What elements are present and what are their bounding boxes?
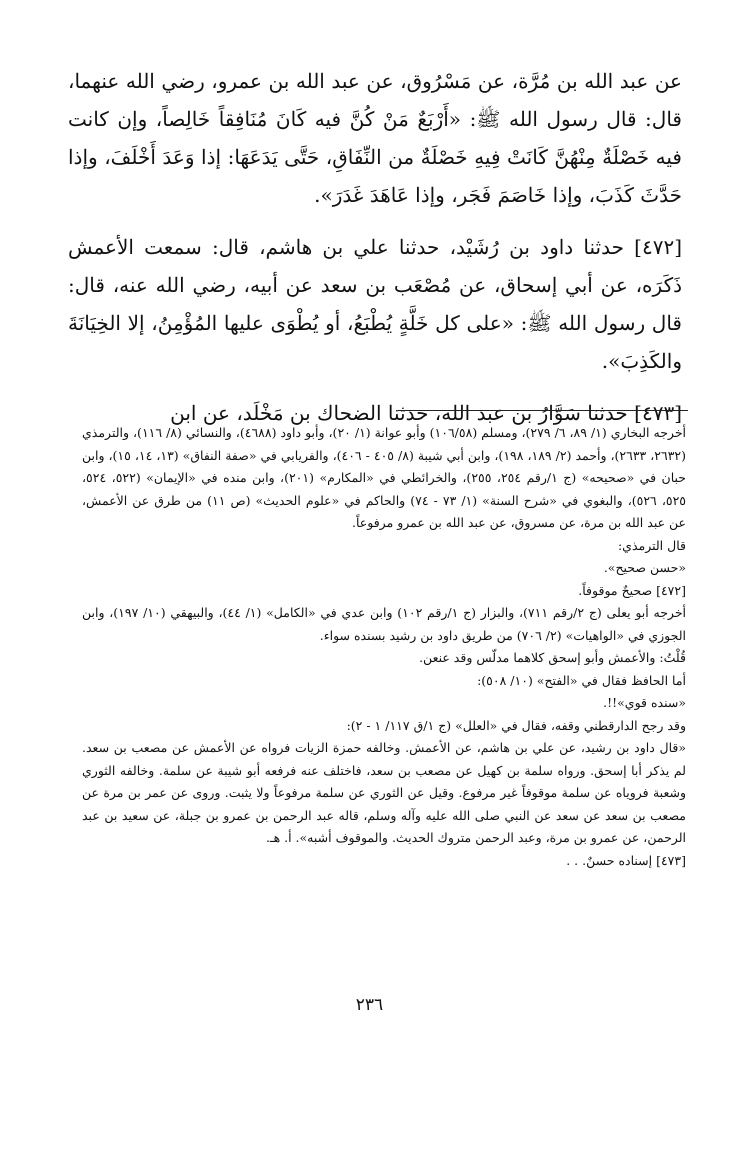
footnote-line: قال الترمذي: [617,537,686,553]
footnote-line: «سنده قوي»!!. [603,695,686,710]
hadith-paragraph-472: [٤٧٢] حدثنا داود بن رُشَيْد، حدثنا علي بن هاشم، قال: سمعت الأعمش ذَكَرَه، عن أبي إسحاق، عن مُصْعَب بن سعد عن أبيه، رضي الله عنه، قال: قال رسول الله ﷺ: «على كل خَلَّةٍ يُطْبَعُ، أو يُطْوَى عليها المُؤْمِنُ، إلا الخِيَانَةَ والكَذِبَ». [68,235,682,373]
footnote-line: أما الحافظ فقال في «الفتح» (١٠/ ٥٠٨): [477,672,686,688]
footnote-line: وقد رجح الدارقطني وقفه، فقال في «العلل» (ج ١/ق ١١٧/ ١ - ٢): [346,717,686,733]
footnotes [82,422,686,872]
footnote-line: [٤٧٢] صحيحٌ موقوفاً. [578,582,686,598]
footnote-line: أخرجه البخاري (١/ ٨٩، ٦/ ٢٧٩)، ومسلم (١٠٦/٥٨) وأبو عوانة (١/ ٢٠)، وأبو داود (٤٦٨٨)، والنسائي (٨/ ١١٦)، والترمذي (٢٦٣٢، ٢٦٣٣)، وأحمد (٢/ ١٨٩، ١٩٨)، وابن أبي شيبة (٨/ ٤٠٥ - ٤٠٦)، والفريابي في «صفة النفاق» (١٣، ١٤، ١٥)، وابن حبان في «صحيحه» (ج ١/رقم ٢٥٤، ٢٥٥)، والخرائطي في «المكارم» (٢٠١)، وابن منده في «الإيمان» (٥٢٢، ٥٢٤، ٥٢٥، ٥٢٦)، والبغوي في «شرح السنة» (١/ ٧٣ - ٧٤) والحاكم في «علوم الحديث» (ص ١١) من طرق عن الأعمش، عن عبد الله بن مرة، عن مسروق، عن عبد الله بن عمرو مرفوعاً. [82,425,687,530]
main-text [68,62,682,446]
footnote-line: «حسن صحيح». [603,560,686,575]
footnote-line: [٤٧٣] إسناده حسنٌ. . . [566,852,686,868]
page-number: ٢٣٦ [355,995,384,1015]
hadith-paragraph-473-start: [٤٧٣] حدثنا سَوَّارُ بن عبد الله، حدثنا الضحاك بن مَخْلَد، عن ابن [170,401,682,425]
hadith-paragraph-471-end: عن عبد الله بن مُرَّة، عن مَسْرُوق، عن عبد الله بن عمرو، رضي الله عنهما، قال: قال رسول الله ﷺ: «أَرْبَعٌ مَنْ كُنَّ فيه كَانَ مُنَافِقاً خَالِصاً، وإن كانت فيه خَصْلَةٌ مِنْهُنَّ كَانَتْ فِيهِ خَصْلَةٌ من النِّفَاقِ، حَتَّى يَدَعَهَا: إذا وَعَدَ أَخْلَفَ، وإذا حَدَّثَ كَذَبَ، وإذا خَاصَمَ فَجَر، وإذا عَاهَدَ غَدَرَ». [68,69,682,207]
footnote-line: «قال داود بن رشيد، عن علي بن هاشم، عن الأعمش. وخالفه حمزة الزيات فرواه عن الأعمش عن مصعب بن سعد. لم يذكر أبا إسحق. ورواه سلمة بن كهيل عن مصعب بن سعد، فاختلف عنه فرفعه أبو شيبة عن سلمة. وخالفه الثوري وشعبة فروياه عن سلمة موقوفاً غير مرفوع. وقيل عن الثوري عن سلمة مرفوعاً ولا يثبت. وروى عن عمر بن مرة عن مصعب بن سعد عن سعد عن النبي صلى الله عليه وآله وسلم، قاله عبد الرحمن بن عمرو بن جبلة، عن سعيد بن عبد الرحمن، عن عمرو بن مرة، وعبد الرحمن متروك الحديث. والموقوف أشبه». أ. هـ. [82,740,686,845]
footnote-line: قُلْتُ: والأعمش وأبو إسحق كلاهما مدلّس وقد عنعن. [419,650,686,665]
footnote-divider [398,410,688,411]
footnote-line: أخرجه أبو يعلى (ج ٢/رقم ٧١١)، والبزار (ج ١/رقم ١٠٢) وابن عدي في «الكامل» (١/ ٤٤)، والبيهقي (١٠/ ١٩٧)، وابن الجوزي في «الواهيات» (٢/ ٧٠٦) من طريق داود بن رشيد بسنده سواء. [82,605,687,643]
